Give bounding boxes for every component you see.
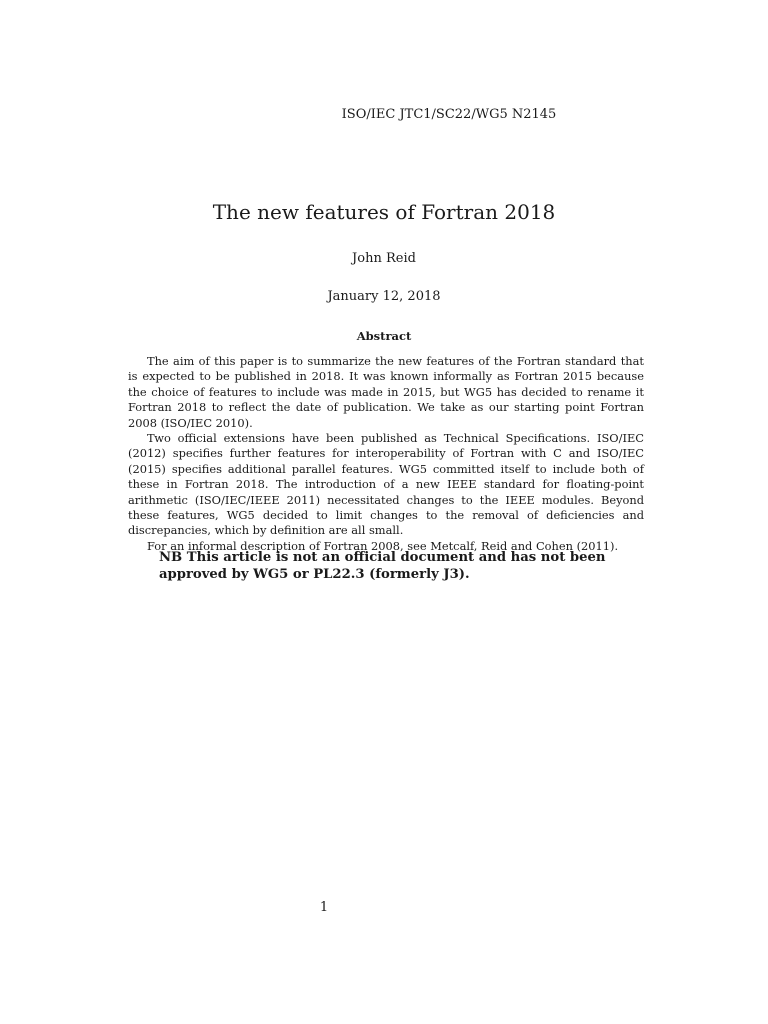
- abstract-paragraph-3: For an informal description of Fortran 2008, see Metcalf, Reid and Cohen (2011).: [147, 538, 619, 553]
- publication-date: January 12, 2018: [327, 289, 441, 304]
- abstract-body: [128, 354, 644, 554]
- abstract-paragraph-1: The aim of this paper is to summarize the new features of the Fortran standard that is expected to be published in 2018. It was known informally as Fortran 2015 because the choice of features to include was made in 2015, but WG5 has decided to rename it Fortran 2018 to reflect the date of publication. We take as our starting point Fortran 2008 (ISO/IEC 2010).: [128, 354, 644, 430]
- abstract-heading: Abstract: [356, 329, 412, 343]
- disclaimer-note: NB This article is not an official document and has not been approved by WG5 or PL22.3 (formerly J3).: [159, 550, 606, 582]
- page-number: 1: [319, 900, 329, 915]
- author-name: John Reid: [352, 251, 416, 266]
- document-id: ISO/IEC JTC1/SC22/WG5 N2145: [341, 107, 557, 122]
- paper-title: The new features of Fortran 2018: [212, 200, 556, 224]
- abstract-paragraph-2: Two official extensions have been published as Technical Specifications. ISO/IEC (2012) specifies further features for interoperability of Fortran with C and ISO/IEC (2015) specifies additional parallel features. WG5 committed itself to include both of these in Fortran 2018. The introduction of a new IEEE standard for floating-point arithmetic (ISO/IEC/IEEE 2011) necessitated changes to the IEEE modules. Beyond these features, WG5 decided to limit changes to the removal of deficiencies and discrepancies, which by definition are all small.: [128, 431, 644, 538]
